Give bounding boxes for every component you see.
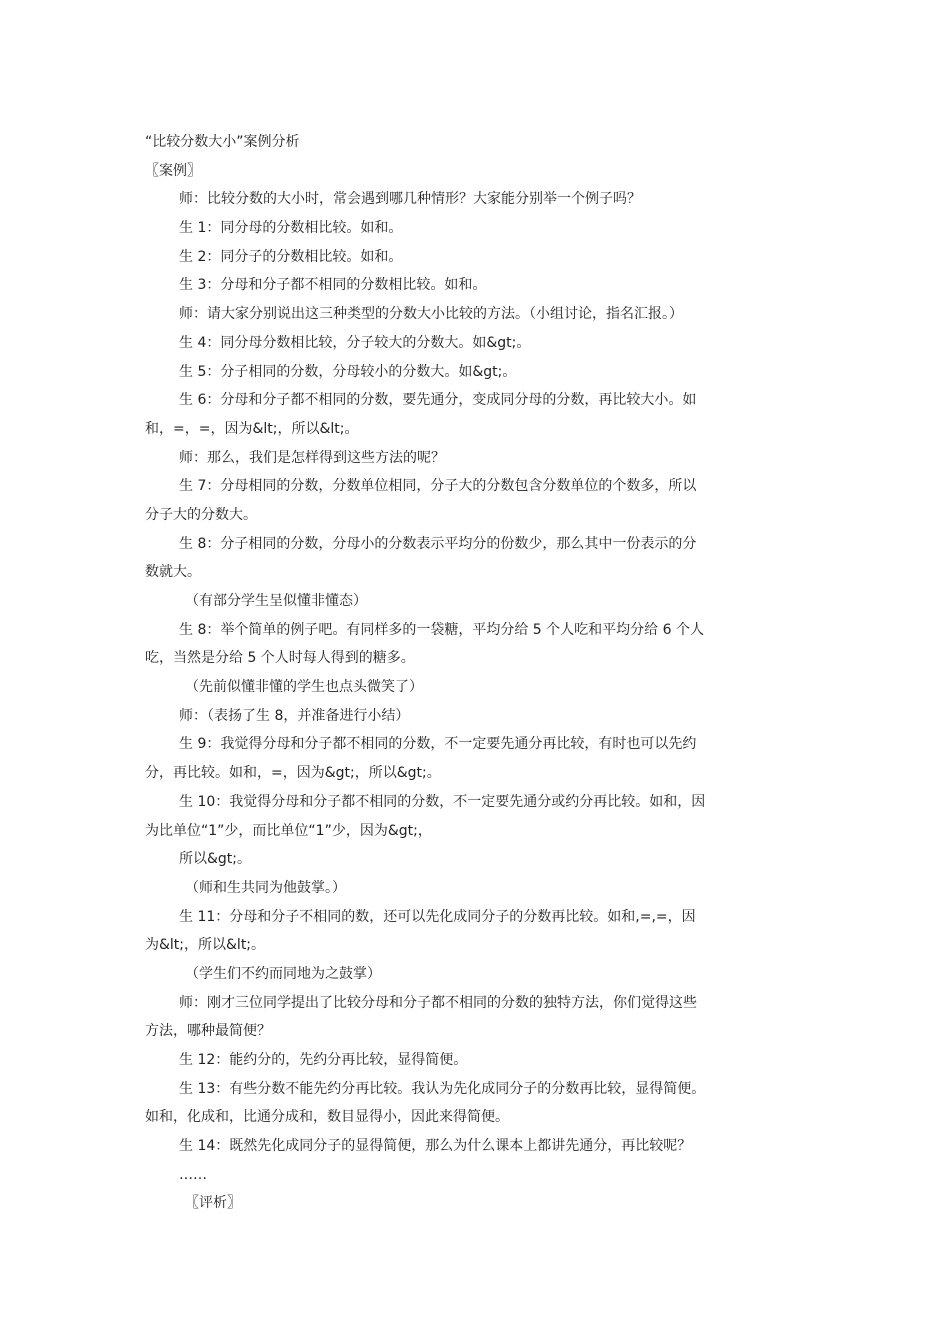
paragraph-line: 生 2：同分子的分数相比较。如和。 [179,248,403,265]
paragraph-line: 为比单位“1”少，而比单位“1”少，因为&gt;， [145,822,432,839]
paragraph-line: 师：那么，我们是怎样得到这些方法的呢？ [179,449,445,466]
paragraph-line: 生 11：分母和分子不相同的数，还可以先化成同分子的分数再比较。如和,=,=，因 [179,908,696,925]
paragraph-line: 生 8：分子相同的分数，分母小的分数表示平均分的份数少，那么其中一份表示的分 [179,535,697,552]
paragraph-line: （有部分学生呈似懂非懂态） [185,593,367,609]
document-title: “比较分数大小”案例分析 [145,134,300,150]
paragraph-line: （学生们不约而同地为之鼓掌） [185,965,381,982]
paragraph-line: 分子大的分数大。 [145,506,257,523]
paragraph-line: 生 8：举个简单的例子吧。有同样多的一袋糖，平均分给 5 个人吃和平均分给 6 个人 [179,621,704,638]
case-heading: 〖案例〗 [145,162,201,179]
paragraph-line: 生 6：分母和分子都不相同的分数，要先通分，变成同分母的分数，再比较大小。如 [179,392,697,409]
document-body [145,185,809,1218]
paragraph-line: 〖评析〗 [185,1195,241,1212]
paragraph-line: 分，再比较。如和，=，因为&gt;，所以&gt;。 [145,765,441,782]
paragraph-line: 方法，哪种最简便？ [145,1023,271,1040]
paragraph-line: 数就大。 [145,564,201,581]
paragraph-line: 师：比较分数的大小时，常会遇到哪几种情形？大家能分别举一个例子吗？ [179,191,641,208]
paragraph-line: 生 10：我觉得分母和分子都不相同的分数，不一定要先通分或约分再比较。如和，因 [179,793,706,810]
paragraph-line: 如和，化成和，比通分成和，数目显得小，因此来得简便。 [145,1109,509,1126]
paragraph-line: …… [179,1166,207,1183]
paragraph-line: 生 3：分母和分子都不相同的分数相比较。如和。 [179,277,487,294]
paragraph-line: 生 5：分子相同的分数，分母较小的分数大。如&gt;。 [179,363,517,380]
paragraph-line: 生 12：能约分的，先约分再比较，显得简便。 [179,1052,468,1068]
document-page [145,128,809,1218]
paragraph-line: 生 4：同分母分数相比较，分子较大的分数大。如&gt;。 [179,334,531,351]
paragraph-line: 师：（表扬了生 8，并准备进行小结） [179,707,410,724]
paragraph-line: 吃，当然是分给 5 个人时每人得到的糖多。 [145,650,415,667]
paragraph-line: 生 9：我觉得分母和分子都不相同的分数，不一定要先通分再比较，有时也可以先约 [179,736,697,753]
paragraph-line: （师和生共同为他鼓掌。） [185,879,346,896]
paragraph-line: （先前似懂非懂的学生也点头微笑了） [185,679,423,696]
paragraph-line: 和，=，=，因为&lt;，所以&lt;。 [145,420,359,437]
paragraph-line: 生 1：同分母的分数相比较。如和。 [179,220,403,237]
paragraph-line: 所以&gt;。 [179,851,252,868]
paragraph-line: 为&lt;，所以&lt;。 [145,937,266,954]
paragraph-line: 师：刚才三位同学提出了比较分母和分子都不相同的分数的独特方法，你们觉得这些 [179,994,697,1011]
paragraph-line: 生 13：有些分数不能先约分再比较。我认为先化成同分子的分数再比较，显得简便。 [179,1080,706,1097]
paragraph-line: 生 14：既然先化成同分子的显得简便，那么为什么课本上都讲先通分，再比较呢？ [179,1138,692,1155]
paragraph-line: 师：请大家分别说出这三种类型的分数大小比较的方法。（小组讨论，指名汇报。） [179,306,683,323]
paragraph-line: 生 7：分母相同的分数，分数单位相同，分子大的分数包含分数单位的个数多，所以 [179,478,697,495]
